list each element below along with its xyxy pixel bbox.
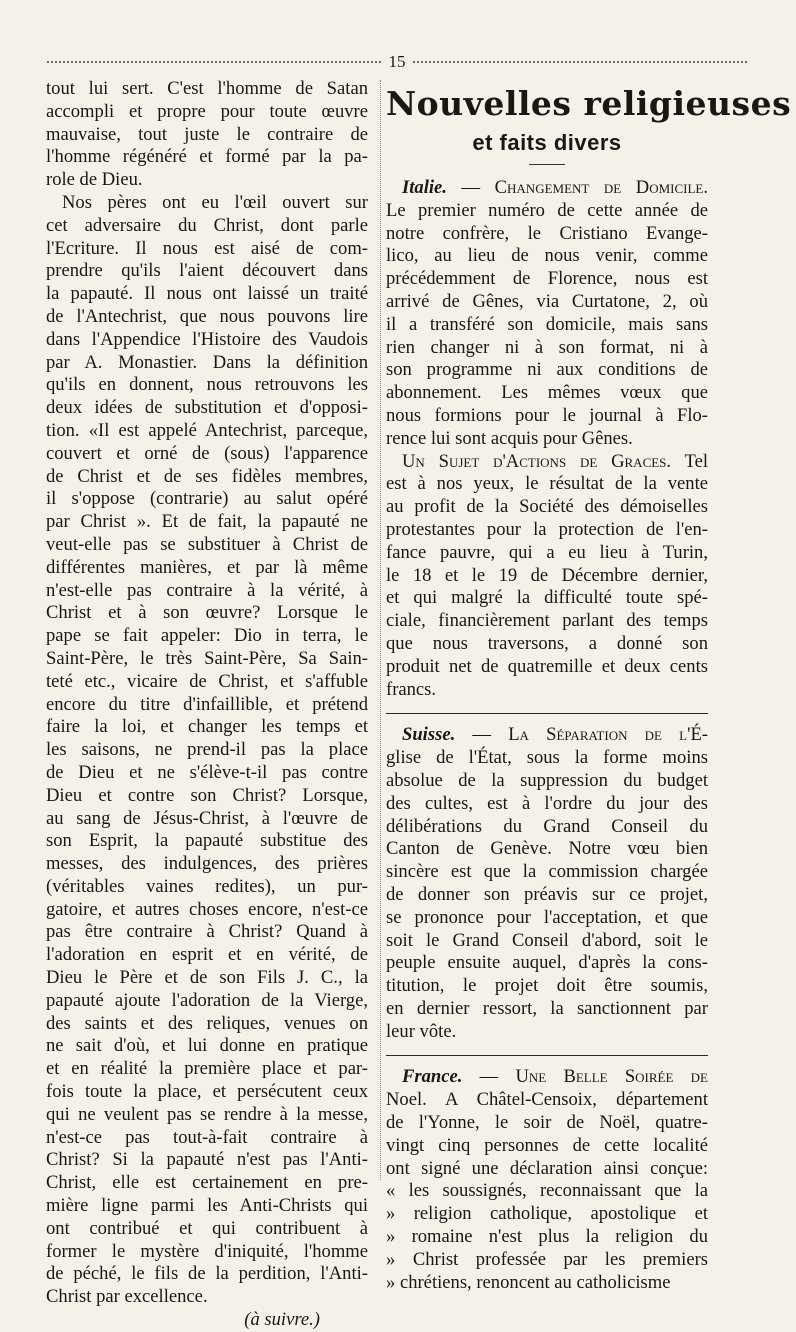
news-heading-text: — Changement de Domicile. xyxy=(461,177,708,198)
text-line: Saint-Père, le très Saint-Père, Sa Sain- xyxy=(46,647,368,669)
text-line: il s'oppose (contrarie) au salut opéré xyxy=(46,488,368,510)
text-line: lico, au lieu de nous venir, comme xyxy=(386,245,708,267)
news-heading xyxy=(386,177,708,200)
text-line: glise de l'État, sous la forme moins xyxy=(386,747,708,769)
header-rule-right xyxy=(412,59,749,65)
text-line: fance pauvre, qui a eu lieu à Turin, xyxy=(386,541,708,563)
text-line: mière ligne parmi les Anti-Christs qui xyxy=(46,1195,368,1217)
text-line: de péché, le fils de la perdition, l'Anti- xyxy=(46,1263,368,1285)
country-label: Italie. xyxy=(402,177,447,198)
text-line: mauvaise, tout juste le contraire de xyxy=(46,123,368,145)
text-line: francs. xyxy=(386,678,437,700)
text-line: l'Ecriture. Il nous est aisé de com- xyxy=(46,237,368,259)
country-label: France. xyxy=(402,1066,463,1088)
text-line: délibérations du Grand Conseil du xyxy=(386,815,708,837)
news-heading xyxy=(386,724,708,747)
text-line: tout lui sert. C'est l'homme de Satan xyxy=(46,78,368,99)
news-heading xyxy=(386,1066,708,1089)
section-separator xyxy=(386,1055,708,1056)
text-line: veut-elle pas se substituer à Christ de xyxy=(46,533,368,555)
text-line: ciale, financièrement parlant des temps xyxy=(386,610,708,632)
text-line: protestantes pour la protection de l'en- xyxy=(386,518,708,540)
text-line: qu'ils en donnent, nous retrouvons les xyxy=(46,374,368,396)
country-label: Suisse. xyxy=(402,724,456,746)
text-line: se prononce pour l'acceptation, et que xyxy=(386,906,708,928)
text-line: n'est-ce pas tout-à-fait contraire à xyxy=(46,1126,368,1148)
text-line: la papauté. Il nous ont laissé un traité xyxy=(46,283,368,305)
news-subheading-text: Un Sujet d'Actions de Graces. xyxy=(402,450,672,472)
text-line: accompli et propre pour toute œuvre xyxy=(46,100,368,122)
news-heading-text: — La Séparation de l'É- xyxy=(472,724,708,746)
text-line: Christ? Si la papauté n'est pas l'Anti- xyxy=(46,1149,368,1171)
text-line: de Christ et de ses fidèles membres, xyxy=(46,465,368,487)
text-line: (véritables vaines redites), un pur- xyxy=(46,875,368,897)
title-rule xyxy=(529,164,565,165)
text-line: de donner son préavis sur ce projet, xyxy=(386,883,708,905)
left-column xyxy=(46,78,368,1332)
text-line: rien changer ni à son format, ni à xyxy=(386,336,708,358)
text-line: nous formions pour le journal à Flo- xyxy=(386,404,708,426)
text-line: fois toute la place, et persécutent ceux xyxy=(46,1081,368,1103)
text-line: qui ne veulent pas se rendre à la messe, xyxy=(46,1103,368,1125)
text-line: papauté ajoute l'adoration de la Vierge, xyxy=(46,989,368,1011)
text-line: Christ, elle est certainement en pre- xyxy=(46,1172,368,1194)
text-line: role de Dieu. xyxy=(46,169,143,191)
text-line: de l'Antechrist, que nous pouvons lire xyxy=(46,305,368,327)
text-line: abonnement. Les mêmes vœux que xyxy=(386,382,708,404)
text-line: notre confrère, le Cristiano Evange- xyxy=(386,222,708,244)
text-line: par A. Monastier. Dans la définition xyxy=(46,351,368,373)
text-line: précédemment de Florence, nous est xyxy=(386,268,708,290)
text-line: deux idées de substitution et d'opposi- xyxy=(46,397,368,419)
text-line: » Christ professée par les premiers xyxy=(386,1248,708,1270)
text-line: de l'Yonne, le soir de Noël, quatre- xyxy=(386,1112,708,1134)
text-line: titution, le projet doit être soumis, xyxy=(386,975,708,997)
text-line: que nous traversons, a donné son xyxy=(386,632,708,654)
text-line: n'est-elle pas contraire à la vérité, à xyxy=(46,579,368,601)
news-subheading-tail: Tel xyxy=(684,450,708,472)
header-rule-left xyxy=(46,59,383,65)
text-line: » religion catholique, apostolique et xyxy=(386,1203,708,1225)
text-line: au sang de Jésus-Christ, à l'œuvre de xyxy=(46,807,368,829)
section-title: Nouvelles religieuses xyxy=(386,84,792,123)
text-line: Dieu et contre son Christ? Lorsque, xyxy=(46,784,368,806)
text-line: par Christ ». Et de fait, la papauté ne xyxy=(46,511,368,533)
text-line: leur vôte. xyxy=(386,1020,457,1042)
text-line: rence lui sont acquis pour Gênes. xyxy=(386,427,633,449)
text-line: tion. «Il est appelé Antechrist, parceque, xyxy=(46,419,368,441)
text-line: Christ par excellence. xyxy=(46,1286,208,1308)
text-line: soit le Grand Conseil d'abord, soit le xyxy=(386,929,708,951)
text-line: en dernier ressort, la sanctionnent par xyxy=(386,997,708,1019)
text-line: encore du titre d'infaillible, et prétend xyxy=(46,693,368,715)
right-column xyxy=(386,78,792,1294)
text-line: dans l'Appendice l'Histoire des Vaudois xyxy=(46,328,368,350)
text-line: des cultes, est à l'ordre du jour des xyxy=(386,792,708,814)
text-line: ne sait d'où, et lui donne en pratique xyxy=(46,1035,368,1057)
text-line: vingt cinq personnes de cette localité xyxy=(386,1134,708,1156)
text-line: arrivé de Gênes, via Curtatone, 2, où xyxy=(386,290,708,312)
text-line: il a transféré son domicile, mais sans xyxy=(386,313,708,335)
text-line: différentes manières, et par là même xyxy=(46,556,368,578)
text-line: absolue de la suppression du budget xyxy=(386,769,708,791)
page-header xyxy=(46,52,748,72)
text-line: les saisons, ne prend-il pas la place xyxy=(46,739,368,761)
news-subheading xyxy=(386,451,708,474)
text-line: « les soussignés, reconnaissant que la xyxy=(386,1180,708,1202)
text-line: au profit de la Société des démoiselles xyxy=(386,496,708,518)
text-line: sincère est que la commission chargée xyxy=(386,861,708,883)
text-line: son Esprit, la papauté substitue des xyxy=(46,830,368,852)
text-line: de Dieu et ne s'élève-t-il pas contre xyxy=(46,761,368,783)
text-line: » romaine n'est plus la religion du xyxy=(386,1226,708,1248)
text-line: l'adoration en esprit et en vérité, de xyxy=(46,944,368,966)
news-heading-text: — Une Belle Soirée de xyxy=(479,1066,708,1088)
text-line: est à nos yeux, le résultat de la vente xyxy=(386,473,708,495)
text-line: peuple ensuite auquel, d'après la cons- xyxy=(386,952,708,974)
text-line: l'homme régénéré et formé par la pa- xyxy=(46,146,368,168)
section-separator xyxy=(386,713,708,714)
text-line: Noel. A Châtel-Censoix, département xyxy=(386,1089,708,1111)
news-sections xyxy=(386,177,708,1294)
section-subtitle: et faits divers xyxy=(472,130,622,155)
text-line: » chrétiens, renoncent au catholicisme xyxy=(386,1271,671,1293)
text-line: Le premier numéro de cette année de xyxy=(386,199,708,221)
text-line: Christ et à son œuvre? Lorsque le xyxy=(46,602,368,624)
text-line: et qui malgré la difficulté toute spé- xyxy=(386,587,708,609)
text-line: teté etc., vicaire de Christ, et s'affuble xyxy=(46,670,368,692)
text-line: gatoire, et autres choses encore, n'est-ce xyxy=(46,898,368,920)
text-line: Nos pères ont eu l'œil ouvert sur xyxy=(62,191,368,213)
text-line: messes, des indulgences, des prières xyxy=(46,853,368,875)
to-be-continued: (à suivre.) xyxy=(244,1309,320,1331)
text-line: son programme ni aux conditions de xyxy=(386,359,708,381)
text-line: prendre qu'ils l'aient découvert dans xyxy=(46,260,368,282)
text-line: et en réalité la première place et par- xyxy=(46,1058,368,1080)
text-line: ont signé une déclaration ainsi conçue: xyxy=(386,1157,708,1179)
text-line: former le mystère d'iniquité, l'homme xyxy=(46,1240,368,1262)
column-divider xyxy=(380,80,381,1180)
text-line: pas être contraire à Christ? Quand à xyxy=(46,921,368,943)
text-line: ont contribué et qui contribuent à xyxy=(46,1217,368,1239)
text-line: pape se fait appeler: Dio in terra, le xyxy=(46,625,368,647)
page-number: 15 xyxy=(388,52,406,71)
text-line: produit net de quatremille et deux cents xyxy=(386,655,708,677)
text-line: Canton de Genève. Notre vœu bien xyxy=(386,838,708,860)
text-line: des saints et des reliques, venues on xyxy=(46,1012,368,1034)
text-line: Dieu le Père et de son Fils J. C., la xyxy=(46,967,368,989)
text-line: cet adversaire du Christ, dont parle xyxy=(46,214,368,236)
text-line: le 18 et le 19 de Décembre dernier, xyxy=(386,564,708,586)
text-line: faire la loi, et changer les temps et xyxy=(46,716,368,738)
text-line: couvert et orné de (sous) l'apparence xyxy=(46,442,368,464)
